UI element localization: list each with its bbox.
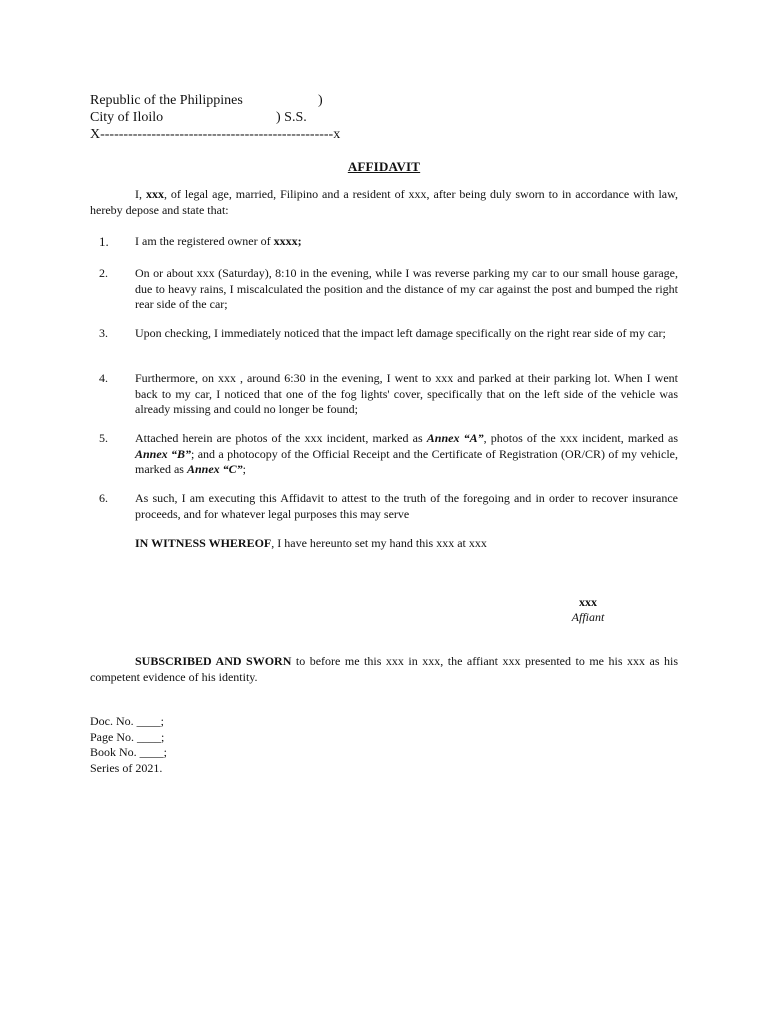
annex-b-label: Annex “B” (135, 446, 192, 461)
witness-rest: , I have hereunto set my hand this xxx at xxx (271, 536, 487, 550)
item-number: 3. (99, 326, 108, 340)
book-no-line: Book No. ____; (90, 745, 168, 759)
affiant-signature-block (548, 595, 628, 625)
item-number: 1. (99, 234, 109, 249)
item-5-t2: , photos of the xxx incident, marked as (483, 431, 678, 445)
annex-a-label: Annex “A” (426, 431, 484, 445)
affiant-name: xxx (579, 595, 597, 609)
city-ss-mark: ) S.S. (276, 110, 307, 125)
item-1-bold: xxxx; (273, 234, 302, 248)
intro-paragraph (90, 187, 678, 218)
jurat-rest: to before me this xxx in xxx, the affiant xxx presented to me his xxx as his competent evidence of his identity. (90, 654, 679, 684)
divider-text: X--------------------------------------------------x (90, 127, 341, 142)
page-no-line: Page No. ____; (90, 729, 165, 744)
item-number: 4. (99, 371, 108, 385)
city-text: City of Iloilo (90, 110, 164, 125)
affiant-label: Affiant (571, 610, 605, 624)
item-text: On or about xxx (Saturday), 8:10 in the evening, while I was reverse parking my car to our small house garage, due to heavy rains, I miscalculated the position and the distance of my car against the post and bumped the right rear side of the car; (135, 266, 678, 311)
item-number: 6. (99, 491, 108, 505)
item-number: 2. (99, 266, 108, 280)
witness-bold: IN WITNESS WHEREOF (135, 536, 272, 550)
item-5-t3: ; and a photocopy of the Official Receipt and the Certificate of Registration (OR/CR) of my vehicle, marked as (135, 446, 679, 476)
doc-no-line: Doc. No. ____; (90, 714, 164, 728)
item-number: 5. (99, 431, 108, 445)
intro-post: , of legal age, married, Filipino and a resident of xxx, after being duly sworn to in accordance with law, hereby depose and state that: (90, 187, 679, 217)
series-line: Series of 2021. (90, 760, 163, 775)
republic-paren: ) (318, 93, 323, 108)
jurat-paragraph (90, 654, 678, 685)
item-text: As such, I am executing this Affidavit to attest to the truth of the foregoing and in order to recover insurance proceeds, and for whatever legal purposes this may serve (135, 491, 678, 521)
item-5-t4: ; (242, 462, 247, 476)
item-text (135, 431, 678, 478)
item-text (135, 234, 678, 250)
republic-text: Republic of the Philippines (90, 93, 243, 108)
item-5-t1: Attached herein are photos of the xxx incident, marked as (135, 431, 427, 445)
jurat-bold: SUBSCRIBED AND SWORN (135, 654, 292, 668)
witness-clause (135, 536, 487, 552)
item-text: Furthermore, on xxx , around 6:30 in the evening, I went to xxx and parked at their parking lot. When I went back to my car, I noticed that one of the fog lights' cover, specifically that on the left side of the vehicle was already missing and could no longer be found; (135, 371, 678, 416)
item-1-pre: I am the registered owner of (135, 234, 274, 248)
notarial-register (90, 714, 167, 776)
annex-c-label: Annex “C” (186, 462, 243, 476)
item-text: Upon checking, I immediately noticed that the impact left damage specifically on the right rear side of my car; (135, 326, 666, 340)
intro-pre: I, (135, 187, 146, 201)
document-title: AFFIDAVIT (347, 159, 421, 174)
affiant-name-inline: xxx (145, 187, 164, 201)
